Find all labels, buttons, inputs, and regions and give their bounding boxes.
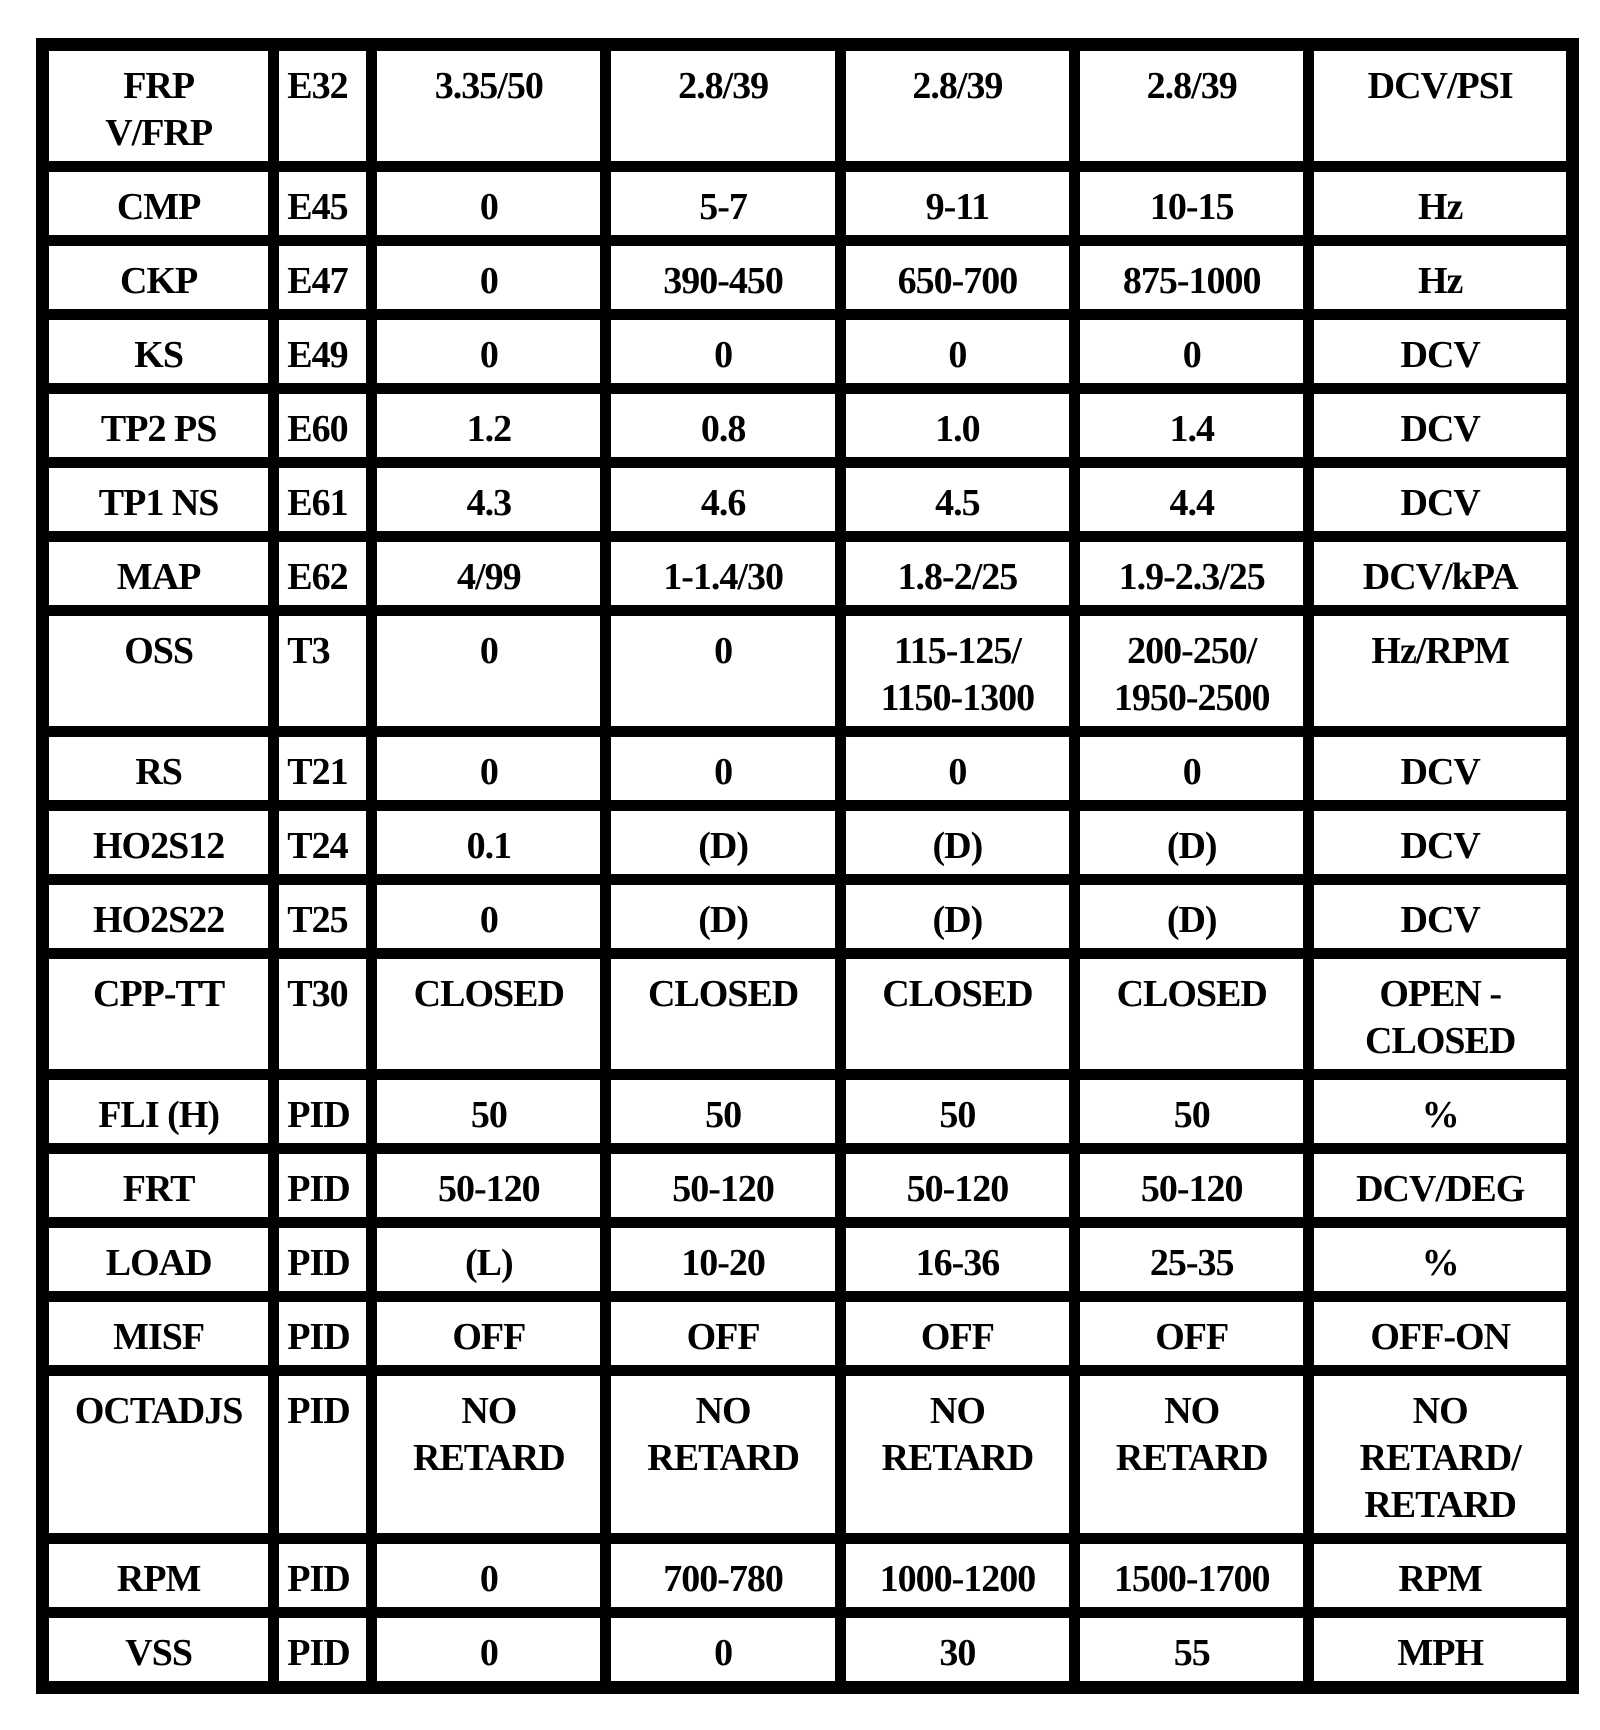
value-cell-col1: 0 [374, 243, 603, 312]
pin-code-cell: PID [276, 1541, 369, 1610]
value-cell-col4: 0 [1077, 734, 1306, 803]
value-cell-col4: 875-1000 [1077, 243, 1306, 312]
sensor-name-cell: MISF [46, 1299, 271, 1368]
table-row [46, 1299, 1569, 1368]
unit-cell: Hz/RPM [1311, 613, 1569, 729]
pin-code-cell: E61 [276, 465, 369, 534]
table-row [46, 1077, 1569, 1146]
value-cell-col4: 1500-1700 [1077, 1541, 1306, 1610]
value-cell-col1: 50-120 [374, 1151, 603, 1220]
sensor-name-cell: OCTADJS [46, 1373, 271, 1536]
unit-cell: % [1311, 1077, 1569, 1146]
value-cell-col1: 3.35/50 [374, 48, 603, 164]
value-cell-col3: 16-36 [843, 1225, 1072, 1294]
pin-code-cell: PID [276, 1077, 369, 1146]
table-row [46, 169, 1569, 238]
value-cell-col1: 0 [374, 1541, 603, 1610]
value-cell-col2: (D) [608, 882, 837, 951]
value-cell-col2: 5-7 [608, 169, 837, 238]
value-cell-col4: 50 [1077, 1077, 1306, 1146]
value-cell-col4: CLOSED [1077, 956, 1306, 1072]
unit-cell: DCV/kPA [1311, 539, 1569, 608]
value-cell-col2: OFF [608, 1299, 837, 1368]
table-row [46, 48, 1569, 164]
value-cell-col4: 50-120 [1077, 1151, 1306, 1220]
value-cell-col3: 0 [843, 317, 1072, 386]
value-cell-col3: 1.8-2/25 [843, 539, 1072, 608]
sensor-name-cell: VSS [46, 1615, 271, 1684]
value-cell-col2: 2.8/39 [608, 48, 837, 164]
value-cell-col2: 50-120 [608, 1151, 837, 1220]
value-cell-col2: 50 [608, 1077, 837, 1146]
value-cell-col3: 115-125/ 1150-1300 [843, 613, 1072, 729]
value-cell-col1: 1.2 [374, 391, 603, 460]
unit-cell: OPEN - CLOSED [1311, 956, 1569, 1072]
value-cell-col3: 50-120 [843, 1151, 1072, 1220]
value-cell-col1: CLOSED [374, 956, 603, 1072]
sensor-name-cell: FLI (H) [46, 1077, 271, 1146]
value-cell-col2: (D) [608, 808, 837, 877]
value-cell-col3: (D) [843, 882, 1072, 951]
pin-code-cell: E47 [276, 243, 369, 312]
value-cell-col4: 4.4 [1077, 465, 1306, 534]
unit-cell: DCV [1311, 734, 1569, 803]
sensor-name-cell: KS [46, 317, 271, 386]
value-cell-col1: (L) [374, 1225, 603, 1294]
pin-code-cell: PID [276, 1299, 369, 1368]
sensor-name-cell: FRT [46, 1151, 271, 1220]
pin-code-cell: PID [276, 1615, 369, 1684]
value-cell-col1: OFF [374, 1299, 603, 1368]
table-row [46, 613, 1569, 729]
data-table-frame [36, 38, 1579, 1694]
sensor-name-cell: LOAD [46, 1225, 271, 1294]
sensor-name-cell: RPM [46, 1541, 271, 1610]
unit-cell: RPM [1311, 1541, 1569, 1610]
value-cell-col1: 0 [374, 734, 603, 803]
value-cell-col2: 1-1.4/30 [608, 539, 837, 608]
pin-code-cell: E49 [276, 317, 369, 386]
table-row [46, 882, 1569, 951]
pin-code-cell: T3 [276, 613, 369, 729]
value-cell-col2: 0.8 [608, 391, 837, 460]
value-cell-col3: 2.8/39 [843, 48, 1072, 164]
value-cell-col2: NO RETARD [608, 1373, 837, 1536]
table-row [46, 1225, 1569, 1294]
sensor-name-cell: TP2 PS [46, 391, 271, 460]
pin-code-cell: PID [276, 1373, 369, 1536]
unit-cell: OFF-ON [1311, 1299, 1569, 1368]
pin-code-cell: PID [276, 1225, 369, 1294]
value-cell-col4: OFF [1077, 1299, 1306, 1368]
value-cell-col1: 50 [374, 1077, 603, 1146]
table-row [46, 243, 1569, 312]
value-cell-col1: 0 [374, 613, 603, 729]
value-cell-col4: (D) [1077, 882, 1306, 951]
value-cell-col1: 0.1 [374, 808, 603, 877]
pin-code-cell: PID [276, 1151, 369, 1220]
value-cell-col3: 4.5 [843, 465, 1072, 534]
value-cell-col3: CLOSED [843, 956, 1072, 1072]
value-cell-col1: 0 [374, 169, 603, 238]
value-cell-col3: 650-700 [843, 243, 1072, 312]
pin-code-cell: T24 [276, 808, 369, 877]
unit-cell: DCV [1311, 808, 1569, 877]
unit-cell: % [1311, 1225, 1569, 1294]
sensor-name-cell: OSS [46, 613, 271, 729]
pin-code-cell: T25 [276, 882, 369, 951]
sensor-name-cell: CPP-TT [46, 956, 271, 1072]
table-row [46, 956, 1569, 1072]
table-row [46, 391, 1569, 460]
value-cell-col2: CLOSED [608, 956, 837, 1072]
table-row [46, 1615, 1569, 1684]
table-body [46, 48, 1569, 1684]
value-cell-col3: (D) [843, 808, 1072, 877]
unit-cell: DCV [1311, 391, 1569, 460]
sensor-name-cell: CMP [46, 169, 271, 238]
value-cell-col4: 1.4 [1077, 391, 1306, 460]
table-row [46, 808, 1569, 877]
value-cell-col4: 200-250/ 1950-2500 [1077, 613, 1306, 729]
value-cell-col2: 0 [608, 734, 837, 803]
table-row [46, 539, 1569, 608]
value-cell-col4: NO RETARD [1077, 1373, 1306, 1536]
value-cell-col4: 1.9-2.3/25 [1077, 539, 1306, 608]
pin-code-cell: T30 [276, 956, 369, 1072]
table-row [46, 734, 1569, 803]
unit-cell: DCV [1311, 317, 1569, 386]
value-cell-col4: 25-35 [1077, 1225, 1306, 1294]
value-cell-col4: (D) [1077, 808, 1306, 877]
value-cell-col4: 0 [1077, 317, 1306, 386]
value-cell-col3: 50 [843, 1077, 1072, 1146]
pin-code-cell: E45 [276, 169, 369, 238]
unit-cell: DCV/DEG [1311, 1151, 1569, 1220]
value-cell-col4: 10-15 [1077, 169, 1306, 238]
value-cell-col3: 9-11 [843, 169, 1072, 238]
unit-cell: Hz [1311, 243, 1569, 312]
value-cell-col3: OFF [843, 1299, 1072, 1368]
sensor-name-cell: RS [46, 734, 271, 803]
sensor-name-cell: CKP [46, 243, 271, 312]
table-row [46, 317, 1569, 386]
value-cell-col2: 0 [608, 1615, 837, 1684]
unit-cell: DCV [1311, 882, 1569, 951]
value-cell-col1: 4.3 [374, 465, 603, 534]
unit-cell: DCV/PSI [1311, 48, 1569, 164]
value-cell-col3: 30 [843, 1615, 1072, 1684]
value-cell-col2: 0 [608, 613, 837, 729]
value-cell-col3: 1000-1200 [843, 1541, 1072, 1610]
sensor-name-cell: FRP V/FRP [46, 48, 271, 164]
value-cell-col4: 55 [1077, 1615, 1306, 1684]
unit-cell: NO RETARD/ RETARD [1311, 1373, 1569, 1536]
table-row [46, 1151, 1569, 1220]
pin-code-cell: T21 [276, 734, 369, 803]
value-cell-col1: NO RETARD [374, 1373, 603, 1536]
value-cell-col1: 0 [374, 317, 603, 386]
value-cell-col3: 0 [843, 734, 1072, 803]
sensor-name-cell: HO2S12 [46, 808, 271, 877]
value-cell-col2: 10-20 [608, 1225, 837, 1294]
value-cell-col1: 0 [374, 1615, 603, 1684]
sensor-name-cell: TP1 NS [46, 465, 271, 534]
value-cell-col1: 0 [374, 882, 603, 951]
table-row [46, 465, 1569, 534]
sensor-name-cell: MAP [46, 539, 271, 608]
sensor-name-cell: HO2S22 [46, 882, 271, 951]
unit-cell: MPH [1311, 1615, 1569, 1684]
unit-cell: Hz [1311, 169, 1569, 238]
sensor-data-table [41, 43, 1574, 1689]
value-cell-col2: 0 [608, 317, 837, 386]
value-cell-col3: 1.0 [843, 391, 1072, 460]
value-cell-col1: 4/99 [374, 539, 603, 608]
unit-cell: DCV [1311, 465, 1569, 534]
pin-code-cell: E60 [276, 391, 369, 460]
value-cell-col2: 390-450 [608, 243, 837, 312]
table-row [46, 1373, 1569, 1536]
value-cell-col2: 700-780 [608, 1541, 837, 1610]
pin-code-cell: E62 [276, 539, 369, 608]
value-cell-col3: NO RETARD [843, 1373, 1072, 1536]
table-row [46, 1541, 1569, 1610]
value-cell-col2: 4.6 [608, 465, 837, 534]
value-cell-col4: 2.8/39 [1077, 48, 1306, 164]
pin-code-cell: E32 [276, 48, 369, 164]
